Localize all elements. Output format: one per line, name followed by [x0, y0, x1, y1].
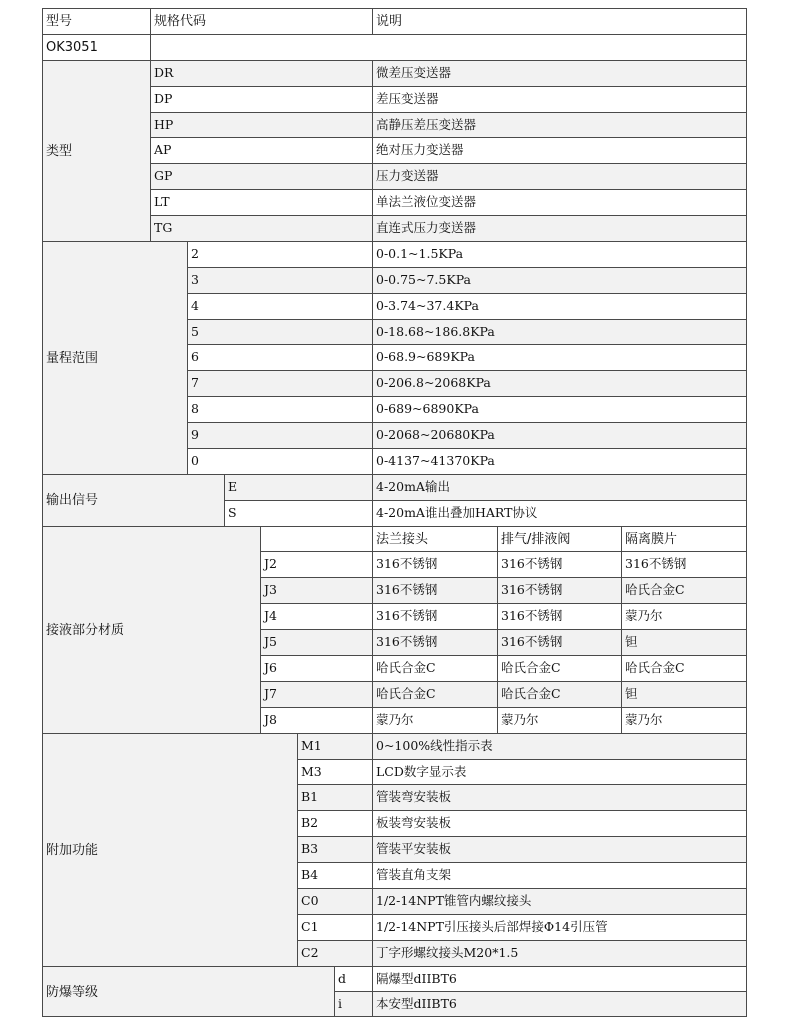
- spec-description: 0-3.74~37.4KPa: [372, 293, 747, 319]
- spec-code: TG: [150, 215, 372, 241]
- group-label: 附加功能: [42, 733, 297, 966]
- spec-description: 管装平安装板: [372, 836, 747, 862]
- material-cell: 316不锈钢: [497, 629, 621, 655]
- group-label: 类型: [42, 60, 150, 241]
- spec-description: 本安型dIIBT6: [372, 991, 747, 1017]
- spec-table: [42, 8, 747, 1021]
- spec-code: M1: [297, 733, 372, 759]
- spec-code: J7: [260, 681, 372, 707]
- header-model: 型号: [42, 8, 150, 34]
- spec-code: d: [334, 966, 372, 991]
- spec-description: 1/2-14NPT锥管内螺纹接头: [372, 888, 747, 914]
- table-border-right: [746, 8, 747, 1017]
- material-cell: 316不锈钢: [372, 551, 497, 577]
- material-header: 隔离膜片: [621, 526, 747, 551]
- spec-code: 4: [187, 293, 372, 319]
- spec-code: J2: [260, 551, 372, 577]
- spec-description: 隔爆型dIIBT6: [372, 966, 747, 991]
- spec-code: LT: [150, 189, 372, 215]
- spec-code: J3: [260, 577, 372, 603]
- spec-code: J8: [260, 707, 372, 733]
- material-cell: 哈氏合金C: [497, 655, 621, 681]
- material-cell: 蒙乃尔: [621, 603, 747, 629]
- header-desc: 说明: [372, 8, 747, 34]
- material-cell: 哈氏合金C: [372, 655, 497, 681]
- material-cell: 钽: [621, 681, 747, 707]
- spec-code: M3: [297, 759, 372, 784]
- spec-code: 8: [187, 396, 372, 422]
- spec-code: 7: [187, 370, 372, 396]
- spec-description: 单法兰液位变送器: [372, 189, 747, 215]
- spec-code: B2: [297, 810, 372, 836]
- spec-description: LCD数字显示表: [372, 759, 747, 784]
- spec-description: 0-4137~41370KPa: [372, 448, 747, 474]
- spec-description: 4-20mA谁出叠加HART协议: [372, 500, 747, 526]
- material-cell: 钽: [621, 629, 747, 655]
- group-label: 量程范围: [42, 241, 187, 474]
- material-header: 排气/排液阀: [497, 526, 621, 551]
- spec-description: 0-18.68~186.8KPa: [372, 319, 747, 344]
- spec-code: i: [334, 991, 372, 1017]
- group-label: 接液部分材质: [42, 526, 260, 733]
- spec-code: B3: [297, 836, 372, 862]
- spec-description: 压力变送器: [372, 163, 747, 189]
- spec-code: B1: [297, 784, 372, 810]
- material-cell: 316不锈钢: [372, 603, 497, 629]
- group-label: 输出信号: [42, 474, 224, 526]
- group-label: 防爆等级: [42, 966, 334, 1017]
- spec-code: C2: [297, 940, 372, 966]
- spec-description: 4-20mA输出: [372, 474, 747, 500]
- spec-code: 0: [187, 448, 372, 474]
- spec-description: 0-0.1~1.5KPa: [372, 241, 747, 267]
- table-border-bottom: [42, 1016, 747, 1017]
- spec-description: 高静压差压变送器: [372, 112, 747, 137]
- spec-description: 直连式压力变送器: [372, 215, 747, 241]
- spec-code: HP: [150, 112, 372, 137]
- spec-code: 5: [187, 319, 372, 344]
- material-cell: 哈氏合金C: [621, 577, 747, 603]
- spec-code: 9: [187, 422, 372, 448]
- spec-description: 0-2068~20680KPa: [372, 422, 747, 448]
- spec-description: 0-689~6890KPa: [372, 396, 747, 422]
- spec-code: E: [224, 474, 372, 500]
- spec-code: DP: [150, 86, 372, 112]
- spec-description: 绝对压力变送器: [372, 137, 747, 163]
- spec-description: 1/2-14NPT引压接头后部焊接Φ14引压管: [372, 914, 747, 940]
- model-blank: [150, 34, 747, 60]
- spec-code: DR: [150, 60, 372, 86]
- material-cell: 蒙乃尔: [621, 707, 747, 733]
- spec-description: 板装弯安装板: [372, 810, 747, 836]
- material-cell: 哈氏合金C: [497, 681, 621, 707]
- spec-code: B4: [297, 862, 372, 888]
- material-cell: 316不锈钢: [372, 629, 497, 655]
- spec-code: GP: [150, 163, 372, 189]
- spec-description: 0-68.9~689KPa: [372, 344, 747, 370]
- spec-description: 微差压变送器: [372, 60, 747, 86]
- spec-code: AP: [150, 137, 372, 163]
- spec-code: 6: [187, 344, 372, 370]
- spec-description: 丁字形螺纹接头M20*1.5: [372, 940, 747, 966]
- spec-code: S: [224, 500, 372, 526]
- spec-description: 差压变送器: [372, 86, 747, 112]
- material-header-blank: [260, 526, 372, 551]
- spec-code: C0: [297, 888, 372, 914]
- material-header: 法兰接头: [372, 526, 497, 551]
- header-code: 规格代码: [150, 8, 372, 34]
- spec-description: 0~100%线性指示表: [372, 733, 747, 759]
- spec-code: 2: [187, 241, 372, 267]
- material-cell: 哈氏合金C: [621, 655, 747, 681]
- material-cell: 316不锈钢: [621, 551, 747, 577]
- material-cell: 蒙乃尔: [372, 707, 497, 733]
- spec-description: 0-206.8~2068KPa: [372, 370, 747, 396]
- spec-code: J5: [260, 629, 372, 655]
- material-cell: 316不锈钢: [497, 551, 621, 577]
- material-cell: 316不锈钢: [497, 603, 621, 629]
- material-cell: 蒙乃尔: [497, 707, 621, 733]
- model-value: OK3051: [42, 34, 150, 60]
- material-cell: 哈氏合金C: [372, 681, 497, 707]
- spec-code: J4: [260, 603, 372, 629]
- spec-code: C1: [297, 914, 372, 940]
- spec-code: J6: [260, 655, 372, 681]
- spec-description: 管装弯安装板: [372, 784, 747, 810]
- spec-description: 0-0.75~7.5KPa: [372, 267, 747, 293]
- material-cell: 316不锈钢: [372, 577, 497, 603]
- material-cell: 316不锈钢: [497, 577, 621, 603]
- spec-description: 管装直角支架: [372, 862, 747, 888]
- spec-code: 3: [187, 267, 372, 293]
